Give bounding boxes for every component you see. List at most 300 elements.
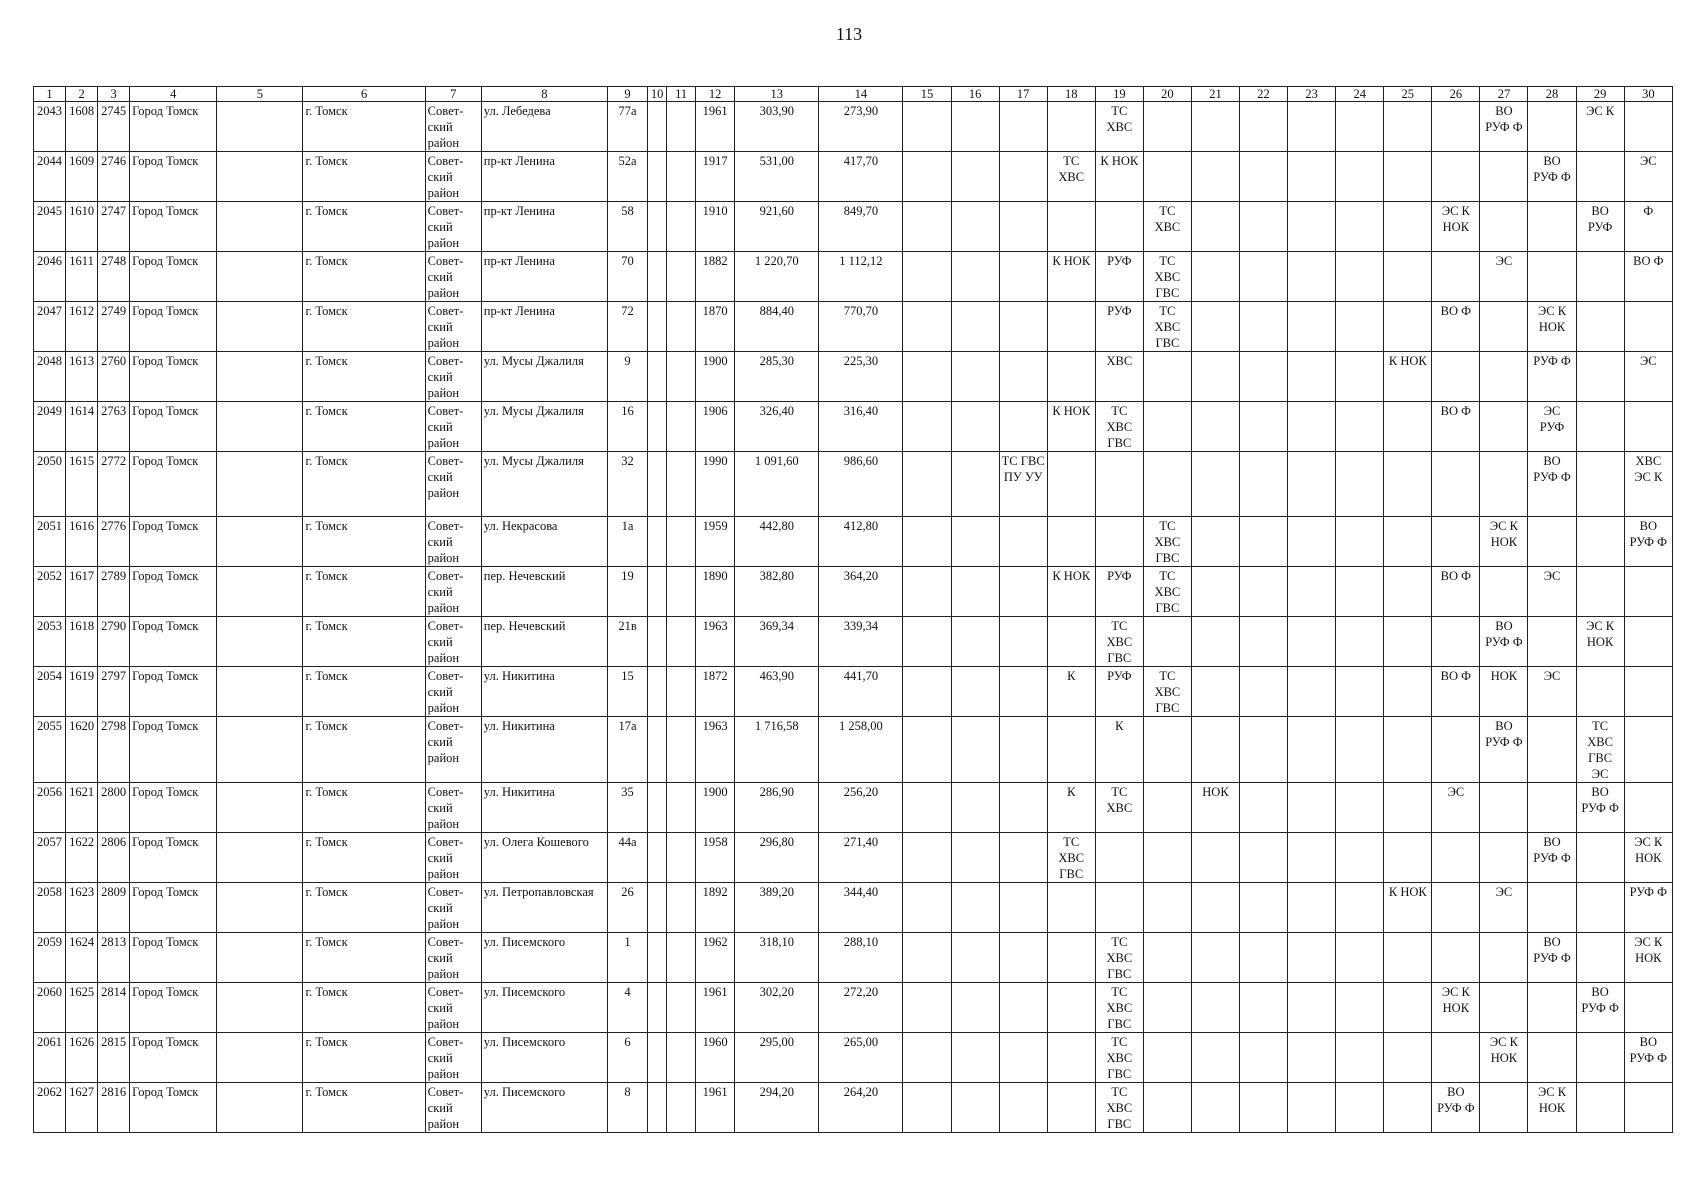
cell-col-26 [1432,933,1480,983]
cell-col-1: 2045 [34,202,66,252]
cell-col-9: 17а [607,717,647,783]
cell-col-29 [1576,252,1624,302]
cell-col-6: г. Томск [303,667,425,717]
cell-col-29 [1576,667,1624,717]
cell-col-30: РУФ Ф [1624,883,1672,933]
cell-col-22 [1240,152,1288,202]
cell-col-27 [1480,783,1528,833]
cell-col-5 [217,102,303,152]
cell-col-3: 2815 [98,1033,130,1083]
cell-col-30 [1624,783,1672,833]
cell-col-5 [217,352,303,402]
cell-col-3: 2813 [98,933,130,983]
cell-col-7: Совет-ский район [425,202,481,252]
cell-col-29 [1576,352,1624,402]
cell-col-4: Город Томск [130,667,217,717]
cell-col-18: ТС ХВС ГВС [1047,833,1095,883]
table-row [34,102,1673,152]
column-header-5: 5 [217,87,303,102]
cell-col-30 [1624,402,1672,452]
cell-col-9: 35 [607,783,647,833]
cell-col-2: 1609 [66,152,98,202]
cell-col-24 [1336,452,1384,517]
cell-col-25 [1384,1033,1432,1083]
cell-col-9: 44а [607,833,647,883]
cell-col-12: 1958 [696,833,735,883]
cell-col-14: 271,40 [819,833,903,883]
register-table [33,86,1673,1133]
cell-col-24 [1336,833,1384,883]
cell-col-9: 9 [607,352,647,402]
cell-col-3: 2772 [98,452,130,517]
cell-col-22 [1240,883,1288,933]
cell-col-21 [1191,302,1239,352]
cell-col-26: ВО Ф [1432,402,1480,452]
cell-col-21 [1191,933,1239,983]
cell-col-8: пр-кт Ленина [481,202,607,252]
table-row [34,717,1673,783]
cell-col-5 [217,933,303,983]
cell-col-13: 1 716,58 [735,717,819,783]
column-header-10: 10 [648,87,667,102]
cell-col-16 [951,717,999,783]
column-header-16: 16 [951,87,999,102]
cell-col-3: 2809 [98,883,130,933]
cell-col-22 [1240,933,1288,983]
cell-col-5 [217,452,303,517]
cell-col-8: ул. Никитина [481,717,607,783]
cell-col-2: 1610 [66,202,98,252]
cell-col-25 [1384,1083,1432,1133]
cell-col-22 [1240,102,1288,152]
cell-col-26: ВО РУФ Ф [1432,1083,1480,1133]
cell-col-17 [999,783,1047,833]
cell-col-17 [999,202,1047,252]
cell-col-6: г. Томск [303,783,425,833]
cell-col-4: Город Томск [130,883,217,933]
cell-col-3: 2789 [98,567,130,617]
cell-col-24 [1336,783,1384,833]
cell-col-12: 1890 [696,567,735,617]
cell-col-17 [999,517,1047,567]
table-row [34,352,1673,402]
cell-col-18 [1047,1083,1095,1133]
cell-col-8: ул. Мусы Джалиля [481,352,607,402]
cell-col-9: 70 [607,252,647,302]
cell-col-25 [1384,833,1432,883]
cell-col-28: ВО РУФ Ф [1528,152,1576,202]
cell-col-1: 2048 [34,352,66,402]
cell-col-22 [1240,783,1288,833]
cell-col-30: ЭС [1624,152,1672,202]
cell-col-21 [1191,402,1239,452]
cell-col-6: г. Томск [303,983,425,1033]
cell-col-20 [1143,983,1191,1033]
cell-col-17 [999,152,1047,202]
cell-col-26 [1432,102,1480,152]
column-header-27: 27 [1480,87,1528,102]
cell-col-10 [648,352,667,402]
column-header-13: 13 [735,87,819,102]
cell-col-30: ХВС ЭС К [1624,452,1672,517]
cell-col-12: 1961 [696,983,735,1033]
cell-col-27 [1480,983,1528,1033]
cell-col-8: ул. Мусы Джалиля [481,452,607,517]
cell-col-19: ТС ХВС ГВС [1095,617,1143,667]
cell-col-23 [1288,983,1336,1033]
cell-col-6: г. Томск [303,302,425,352]
cell-col-19: ТС ХВС ГВС [1095,983,1143,1033]
cell-col-11 [667,202,696,252]
column-header-7: 7 [425,87,481,102]
cell-col-11 [667,717,696,783]
cell-col-30: ВО РУФ Ф [1624,517,1672,567]
cell-col-1: 2043 [34,102,66,152]
cell-col-1: 2057 [34,833,66,883]
cell-col-10 [648,883,667,933]
cell-col-29 [1576,883,1624,933]
cell-col-20 [1143,152,1191,202]
cell-col-24 [1336,983,1384,1033]
column-header-6: 6 [303,87,425,102]
cell-col-27: ВО РУФ Ф [1480,717,1528,783]
cell-col-13: 531,00 [735,152,819,202]
cell-col-2: 1626 [66,1033,98,1083]
cell-col-15 [903,252,951,302]
cell-col-20 [1143,452,1191,517]
column-header-15: 15 [903,87,951,102]
cell-col-7: Совет-ский район [425,402,481,452]
cell-col-2: 1612 [66,302,98,352]
cell-col-5 [217,202,303,252]
cell-col-12: 1990 [696,452,735,517]
cell-col-16 [951,667,999,717]
cell-col-15 [903,302,951,352]
column-header-2: 2 [66,87,98,102]
cell-col-28 [1528,783,1576,833]
cell-col-11 [667,833,696,883]
cell-col-15 [903,567,951,617]
cell-col-30: ЭС К НОК [1624,833,1672,883]
cell-col-16 [951,302,999,352]
cell-col-13: 463,90 [735,667,819,717]
cell-col-7: Совет-ский район [425,617,481,667]
cell-col-20: ТС ХВС ГВС [1143,252,1191,302]
table-row [34,1083,1673,1133]
cell-col-14: 1 258,00 [819,717,903,783]
cell-col-27 [1480,1083,1528,1133]
cell-col-11 [667,102,696,152]
cell-col-8: ул. Мусы Джалиля [481,402,607,452]
cell-col-4: Город Томск [130,452,217,517]
cell-col-12: 1870 [696,302,735,352]
cell-col-23 [1288,302,1336,352]
cell-col-28: ВО РУФ Ф [1528,833,1576,883]
cell-col-1: 2062 [34,1083,66,1133]
cell-col-24 [1336,567,1384,617]
cell-col-6: г. Томск [303,202,425,252]
table-row [34,983,1673,1033]
cell-col-28: ЭС [1528,667,1576,717]
cell-col-16 [951,617,999,667]
cell-col-21 [1191,352,1239,402]
cell-col-15 [903,352,951,402]
cell-col-18: К [1047,667,1095,717]
cell-col-17 [999,883,1047,933]
cell-col-19: ХВС [1095,352,1143,402]
cell-col-18 [1047,202,1095,252]
cell-col-15 [903,617,951,667]
cell-col-29 [1576,1083,1624,1133]
cell-col-14: 225,30 [819,352,903,402]
cell-col-22 [1240,252,1288,302]
cell-col-24 [1336,1083,1384,1133]
cell-col-28: ВО РУФ Ф [1528,933,1576,983]
column-header-14: 14 [819,87,903,102]
cell-col-10 [648,667,667,717]
cell-col-26 [1432,833,1480,883]
column-header-17: 17 [999,87,1047,102]
cell-col-15 [903,152,951,202]
cell-col-25 [1384,983,1432,1033]
cell-col-24 [1336,517,1384,567]
cell-col-5 [217,717,303,783]
cell-col-28: ЭС [1528,567,1576,617]
cell-col-29: ВО РУФ Ф [1576,783,1624,833]
cell-col-15 [903,833,951,883]
cell-col-21 [1191,452,1239,517]
table-row [34,833,1673,883]
cell-col-23 [1288,717,1336,783]
cell-col-26: ЭС К НОК [1432,202,1480,252]
cell-col-7: Совет-ский район [425,833,481,883]
cell-col-19: ТС ХВС [1095,102,1143,152]
cell-col-8: ул. Никитина [481,783,607,833]
cell-col-27 [1480,567,1528,617]
cell-col-8: ул. Петропавловская [481,883,607,933]
cell-col-11 [667,783,696,833]
cell-col-18: К [1047,783,1095,833]
cell-col-2: 1613 [66,352,98,402]
cell-col-8: пер. Нечевский [481,567,607,617]
cell-col-2: 1608 [66,102,98,152]
cell-col-25 [1384,667,1432,717]
column-header-20: 20 [1143,87,1191,102]
cell-col-30 [1624,567,1672,617]
cell-col-19: ТС ХВС [1095,783,1143,833]
cell-col-12: 1892 [696,883,735,933]
cell-col-6: г. Томск [303,152,425,202]
cell-col-9: 52а [607,152,647,202]
cell-col-23 [1288,517,1336,567]
cell-col-26 [1432,352,1480,402]
cell-col-22 [1240,517,1288,567]
cell-col-1: 2044 [34,152,66,202]
cell-col-3: 2776 [98,517,130,567]
cell-col-6: г. Томск [303,517,425,567]
cell-col-8: ул. Некрасова [481,517,607,567]
cell-col-12: 1963 [696,717,735,783]
column-header-28: 28 [1528,87,1576,102]
cell-col-16 [951,352,999,402]
cell-col-29 [1576,833,1624,883]
cell-col-30: Ф [1624,202,1672,252]
cell-col-9: 77а [607,102,647,152]
cell-col-26 [1432,617,1480,667]
cell-col-10 [648,102,667,152]
cell-col-15 [903,983,951,1033]
cell-col-1: 2053 [34,617,66,667]
cell-col-5 [217,402,303,452]
cell-col-28: РУФ Ф [1528,352,1576,402]
cell-col-29 [1576,567,1624,617]
table-row [34,1033,1673,1083]
cell-col-7: Совет-ский район [425,517,481,567]
cell-col-8: пер. Нечевский [481,617,607,667]
cell-col-17 [999,983,1047,1033]
cell-col-1: 2060 [34,983,66,1033]
cell-col-20 [1143,352,1191,402]
cell-col-14: 441,70 [819,667,903,717]
cell-col-16 [951,202,999,252]
cell-col-8: пр-кт Ленина [481,302,607,352]
cell-col-27 [1480,833,1528,883]
cell-col-24 [1336,717,1384,783]
cell-col-13: 326,40 [735,402,819,452]
cell-col-20: ТС ХВС ГВС [1143,302,1191,352]
cell-col-28 [1528,102,1576,152]
cell-col-17 [999,1083,1047,1133]
cell-col-28 [1528,883,1576,933]
cell-col-13: 303,90 [735,102,819,152]
cell-col-29: ЭС К НОК [1576,617,1624,667]
cell-col-19 [1095,202,1143,252]
cell-col-26: ЭС К НОК [1432,983,1480,1033]
cell-col-4: Город Томск [130,1083,217,1133]
cell-col-3: 2760 [98,352,130,402]
cell-col-20: ТС ХВС ГВС [1143,517,1191,567]
cell-col-8: ул. Писемского [481,1083,607,1133]
cell-col-7: Совет-ский район [425,252,481,302]
cell-col-1: 2058 [34,883,66,933]
cell-col-17 [999,352,1047,402]
cell-col-13: 296,80 [735,833,819,883]
cell-col-21 [1191,1033,1239,1083]
cell-col-13: 302,20 [735,983,819,1033]
cell-col-25 [1384,933,1432,983]
cell-col-24 [1336,352,1384,402]
table-row [34,667,1673,717]
cell-col-30: ВО Ф [1624,252,1672,302]
cell-col-24 [1336,933,1384,983]
cell-col-26 [1432,452,1480,517]
cell-col-6: г. Томск [303,102,425,152]
cell-col-16 [951,102,999,152]
cell-col-2: 1623 [66,883,98,933]
cell-col-22 [1240,202,1288,252]
cell-col-19 [1095,833,1143,883]
cell-col-21 [1191,983,1239,1033]
cell-col-11 [667,402,696,452]
cell-col-4: Город Томск [130,102,217,152]
cell-col-7: Совет-ский район [425,1083,481,1133]
cell-col-16 [951,567,999,617]
column-header-4: 4 [130,87,217,102]
cell-col-6: г. Томск [303,452,425,517]
cell-col-3: 2748 [98,252,130,302]
cell-col-25 [1384,783,1432,833]
cell-col-4: Город Томск [130,933,217,983]
cell-col-13: 1 091,60 [735,452,819,517]
cell-col-27: ЭС [1480,252,1528,302]
cell-col-24 [1336,883,1384,933]
cell-col-28 [1528,983,1576,1033]
cell-col-18 [1047,617,1095,667]
cell-col-27 [1480,302,1528,352]
cell-col-15 [903,202,951,252]
cell-col-14: 1 112,12 [819,252,903,302]
cell-col-4: Город Томск [130,983,217,1033]
cell-col-10 [648,1033,667,1083]
cell-col-13: 286,90 [735,783,819,833]
cell-col-1: 2049 [34,402,66,452]
cell-col-10 [648,452,667,517]
cell-col-8: ул. Писемского [481,933,607,983]
cell-col-7: Совет-ский район [425,933,481,983]
cell-col-20 [1143,883,1191,933]
cell-col-18 [1047,517,1095,567]
cell-col-4: Город Томск [130,617,217,667]
cell-col-27: НОК [1480,667,1528,717]
cell-col-30 [1624,667,1672,717]
cell-col-4: Город Томск [130,717,217,783]
cell-col-19: ТС ХВС ГВС [1095,1083,1143,1133]
cell-col-26: ЭС [1432,783,1480,833]
cell-col-7: Совет-ский район [425,783,481,833]
cell-col-5 [217,567,303,617]
cell-col-21 [1191,1083,1239,1133]
cell-col-25 [1384,402,1432,452]
cell-col-25 [1384,202,1432,252]
cell-col-19 [1095,883,1143,933]
cell-col-12: 1882 [696,252,735,302]
cell-col-17 [999,667,1047,717]
table-row [34,783,1673,833]
cell-col-26 [1432,883,1480,933]
cell-col-8: ул. Никитина [481,667,607,717]
cell-col-16 [951,517,999,567]
cell-col-23 [1288,452,1336,517]
cell-col-22 [1240,1083,1288,1133]
cell-col-29 [1576,402,1624,452]
cell-col-21 [1191,517,1239,567]
cell-col-14: 265,00 [819,1033,903,1083]
cell-col-21 [1191,152,1239,202]
table-row [34,517,1673,567]
cell-col-18 [1047,302,1095,352]
cell-col-18 [1047,352,1095,402]
table-row [34,252,1673,302]
cell-col-15 [903,783,951,833]
cell-col-23 [1288,352,1336,402]
cell-col-13: 389,20 [735,883,819,933]
cell-col-11 [667,517,696,567]
cell-col-13: 295,00 [735,1033,819,1083]
cell-col-12: 1960 [696,1033,735,1083]
cell-col-2: 1614 [66,402,98,452]
cell-col-8: ул. Лебедева [481,102,607,152]
cell-col-29 [1576,152,1624,202]
